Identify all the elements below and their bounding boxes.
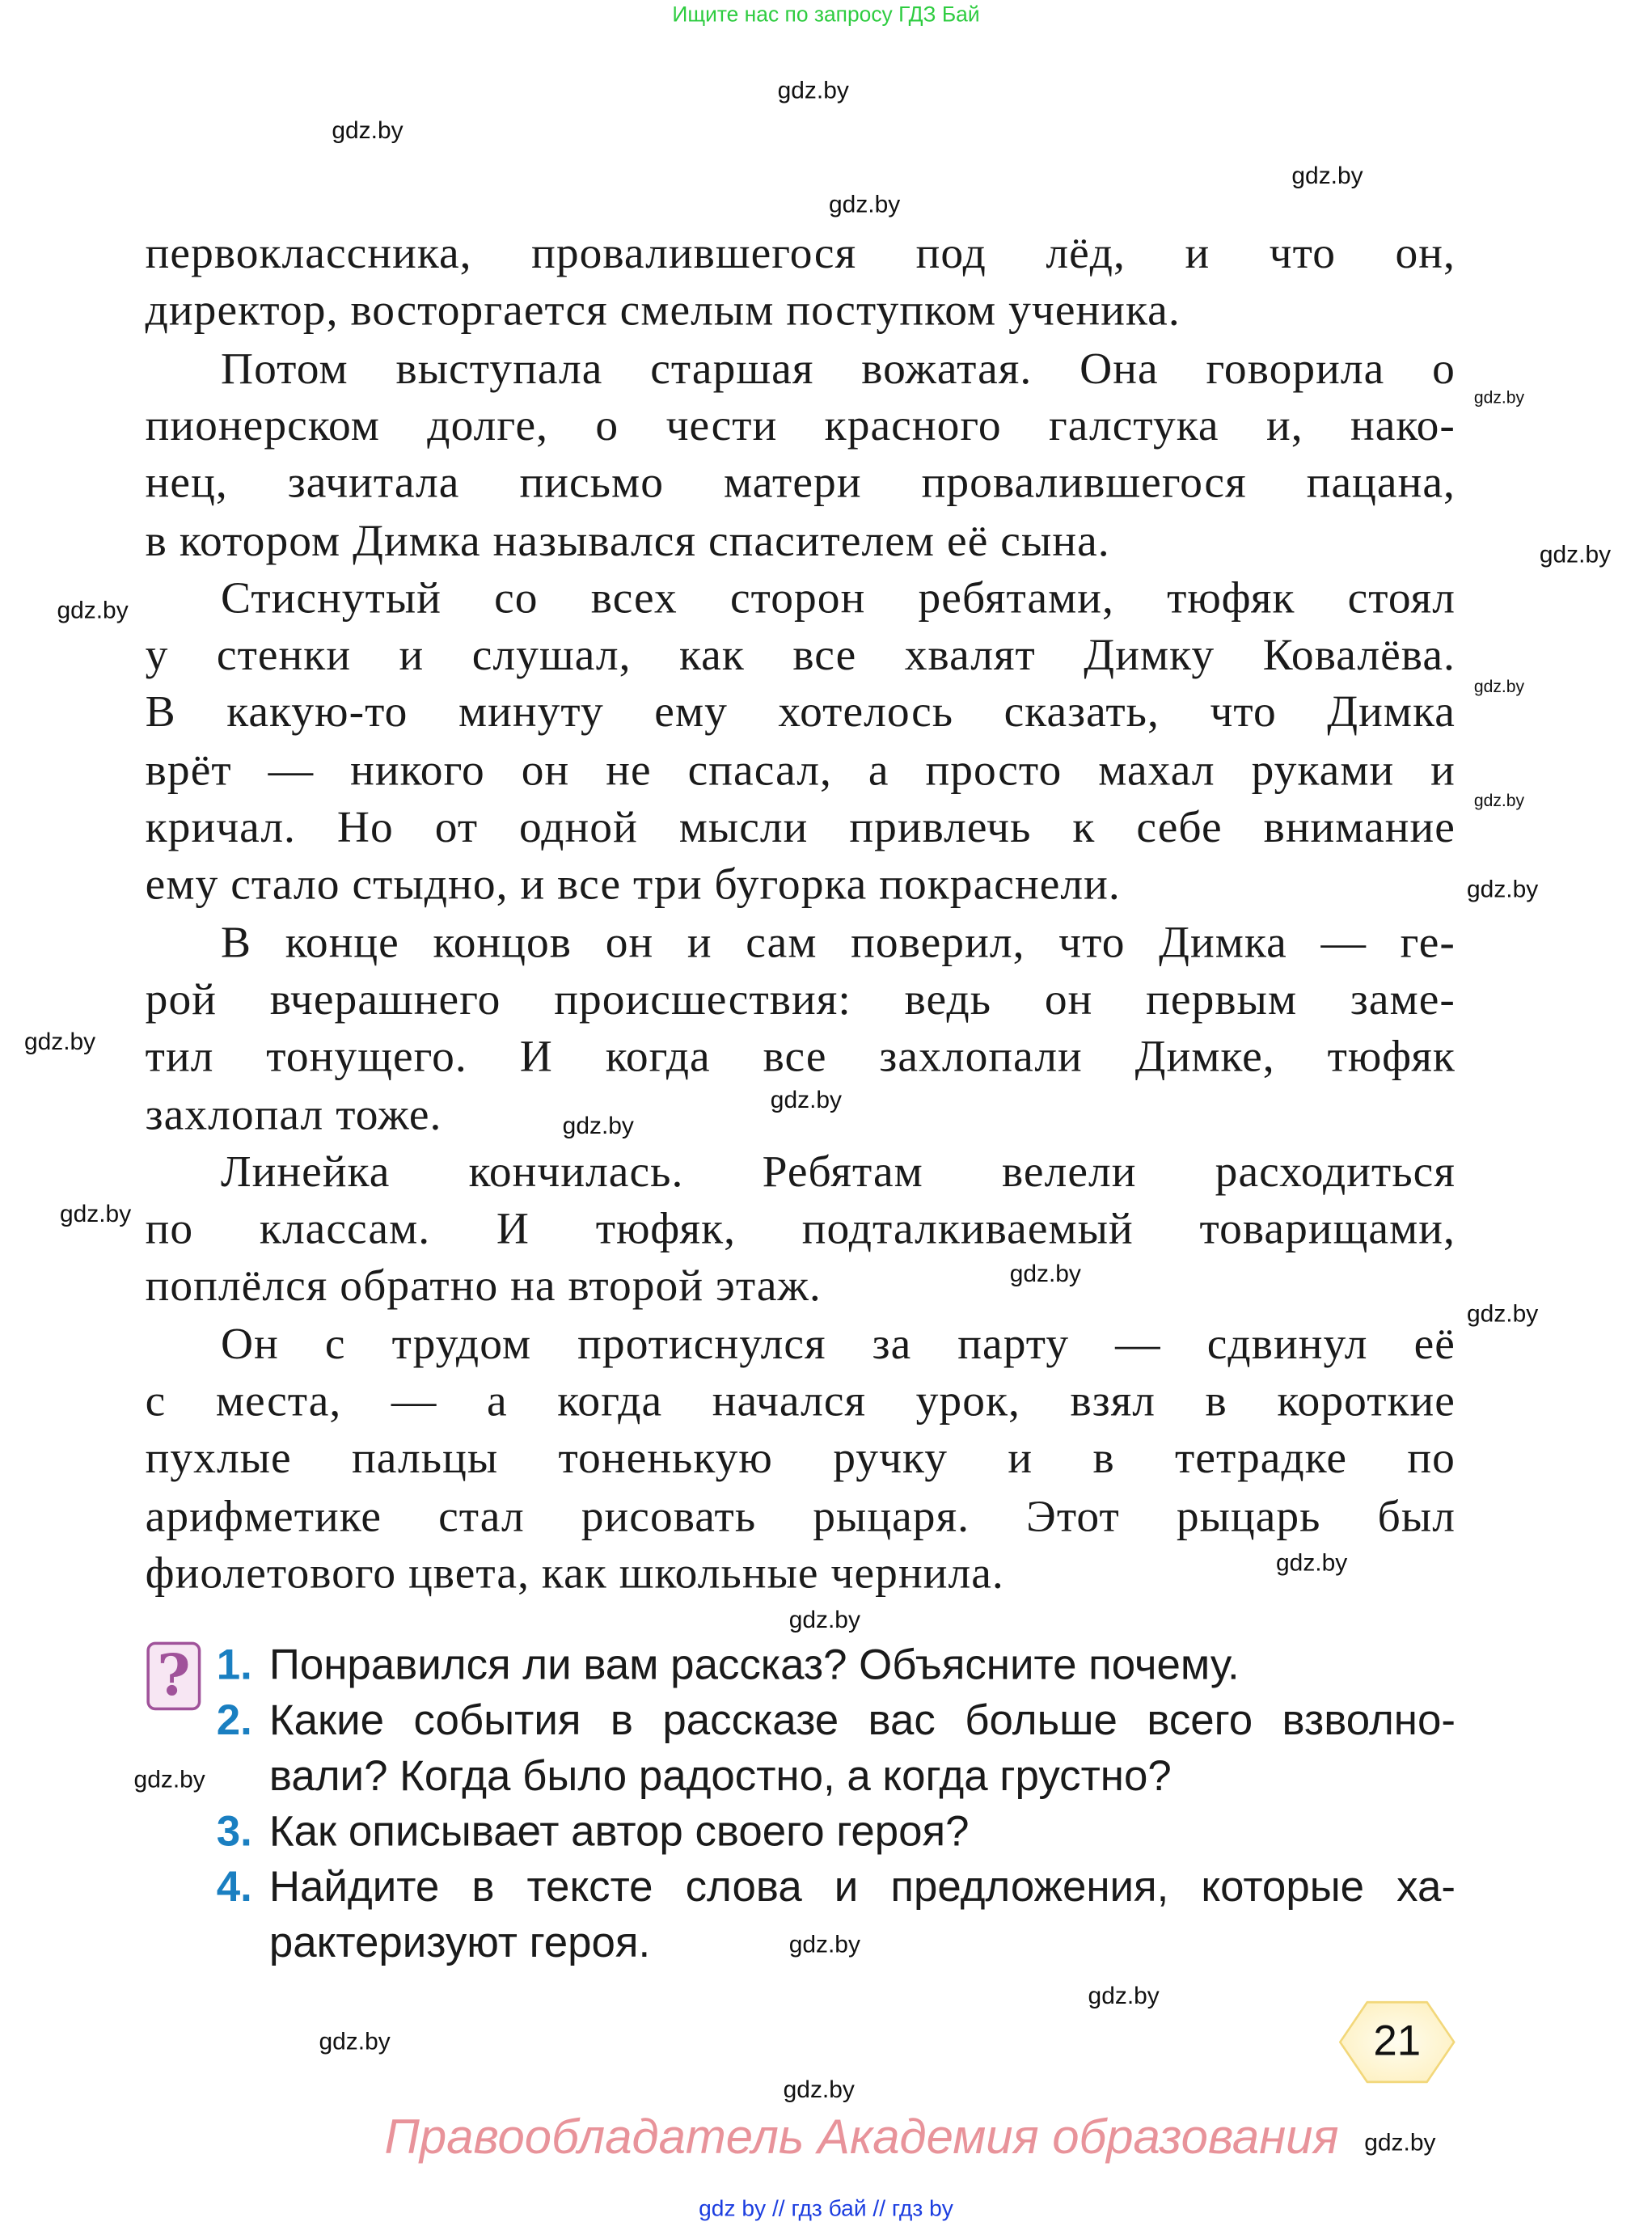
question-text: Какие события в рассказе вас больше всего взволно- <box>268 1697 1456 1745</box>
question-number: 2. <box>216 1697 252 1745</box>
page-number: 21 <box>1373 2017 1422 2065</box>
text-line: пухлые пальцы тоненькую ручку и в тетрадке по <box>145 1433 1456 1483</box>
question-number: 3. <box>216 1808 252 1856</box>
watermark: gdz.by <box>1473 790 1525 811</box>
watermark: gdz.by <box>770 1086 843 1114</box>
text-line: Он с трудом протиснулся за парту — сдвинул её <box>220 1318 1456 1368</box>
text-line: врёт — никого он не спасал, а просто махал руками и <box>145 744 1456 795</box>
text-line: рой вчерашнего происшествия: ведь он первым заме- <box>145 974 1456 1024</box>
text-line: В конце концов он и сам поверил, что Димка — ге- <box>220 916 1456 967</box>
question-text: вали? Когда было радостно, а когда грустно? <box>268 1753 1172 1801</box>
text-line: поплёлся обратно на второй этаж. <box>145 1261 822 1311</box>
watermark: gdz.by <box>1473 676 1525 697</box>
watermark: gdz.by <box>332 116 403 144</box>
watermark: gdz.by <box>1467 1299 1539 1328</box>
question-text: рактеризуют героя. <box>268 1920 651 1967</box>
text-line: директор, восторгается смелым поступком ученика. <box>145 285 1181 336</box>
watermark: gdz.by <box>788 1606 860 1634</box>
text-line: Стиснутый со всех сторон ребятами, тюфяк стоял <box>220 572 1456 623</box>
text-line: ему стало стыдно, и все три бугорка покраснели. <box>145 859 1121 910</box>
text-line: В какую-то минуту ему хотелось сказать, что Димка <box>145 686 1456 737</box>
text-line: кричал. Но от одной мысли привлечь к себе внимание <box>145 801 1456 852</box>
page-number-badge <box>1339 2000 1456 2083</box>
text-line: первоклассника, провалившегося под лёд, и что он, <box>145 227 1456 278</box>
text-line: нец, зачитала письмо матери провалившегося пацана, <box>145 457 1456 508</box>
watermark: gdz.by <box>319 2027 391 2055</box>
text-line: в котором Димка назывался спасителем её сына. <box>145 514 1110 565</box>
watermark: gdz.by <box>133 1765 205 1793</box>
text-line: арифметике стал рисовать рыцаря. Этот рыцарь был <box>145 1490 1456 1540</box>
text-line: Линейка кончилась. Ребятам велели расходиться <box>220 1146 1456 1197</box>
watermark: gdz.by <box>1276 1549 1348 1577</box>
watermark: gdz.by <box>783 2076 855 2104</box>
watermark: gdz.by <box>1088 1982 1160 2010</box>
watermark: gdz.by <box>1467 876 1539 903</box>
watermark: gdz.by <box>1291 162 1363 190</box>
question-number: 1. <box>216 1641 252 1689</box>
watermark: gdz.by <box>1539 541 1612 568</box>
text-line: фиолетового цвета, как школьные чернила. <box>145 1548 1004 1598</box>
watermark: gdz.by <box>1009 1260 1081 1288</box>
text-line: захлопал тоже. <box>145 1088 442 1139</box>
watermark: gdz.by <box>1473 387 1525 408</box>
text-line: по классам. И тюфяк, подталкиваемый товарищами, <box>145 1203 1456 1254</box>
watermark: gdz.by <box>57 596 129 624</box>
bottom-links[interactable]: gdz by // гдз бай // гдз by <box>699 2197 953 2222</box>
watermark: gdz.by <box>562 1112 634 1139</box>
text-line: тил тонущего. И когда все захлопали Димке, тюфяк <box>145 1031 1456 1082</box>
question-text: Найдите в тексте слова и предложения, которые ха- <box>268 1864 1456 1911</box>
question-mark-icon: ? <box>146 1642 201 1711</box>
watermark: gdz.by <box>788 1931 860 1958</box>
watermark: gdz.by <box>59 1200 132 1228</box>
text-line: Потом выступала старшая вожатая. Она говорила о <box>220 342 1456 393</box>
watermark: gdz.by <box>23 1028 96 1056</box>
question-text: Понравился ли вам рассказ? Объясните почему. <box>268 1641 1240 1689</box>
text-line: у стенки и слушал, как все хвалят Димку Ковалёва. <box>145 629 1456 680</box>
watermark: gdz.by <box>829 191 901 218</box>
text-line: с места, — а когда начался урок, взял в короткие <box>145 1375 1456 1426</box>
question-text: Как описывает автор своего героя? <box>268 1808 970 1856</box>
rights-holder: Правообладатель Академия образования <box>384 2110 1339 2165</box>
watermark: gdz.by <box>1364 2128 1436 2156</box>
watermark: gdz.by <box>777 77 849 104</box>
question-number: 4. <box>216 1864 252 1911</box>
text-line: пионерском долге, о чести красного галстука и, нако- <box>145 399 1456 450</box>
search-hint: Ищите нас по запросу ГДЗ Бай <box>672 2 980 27</box>
